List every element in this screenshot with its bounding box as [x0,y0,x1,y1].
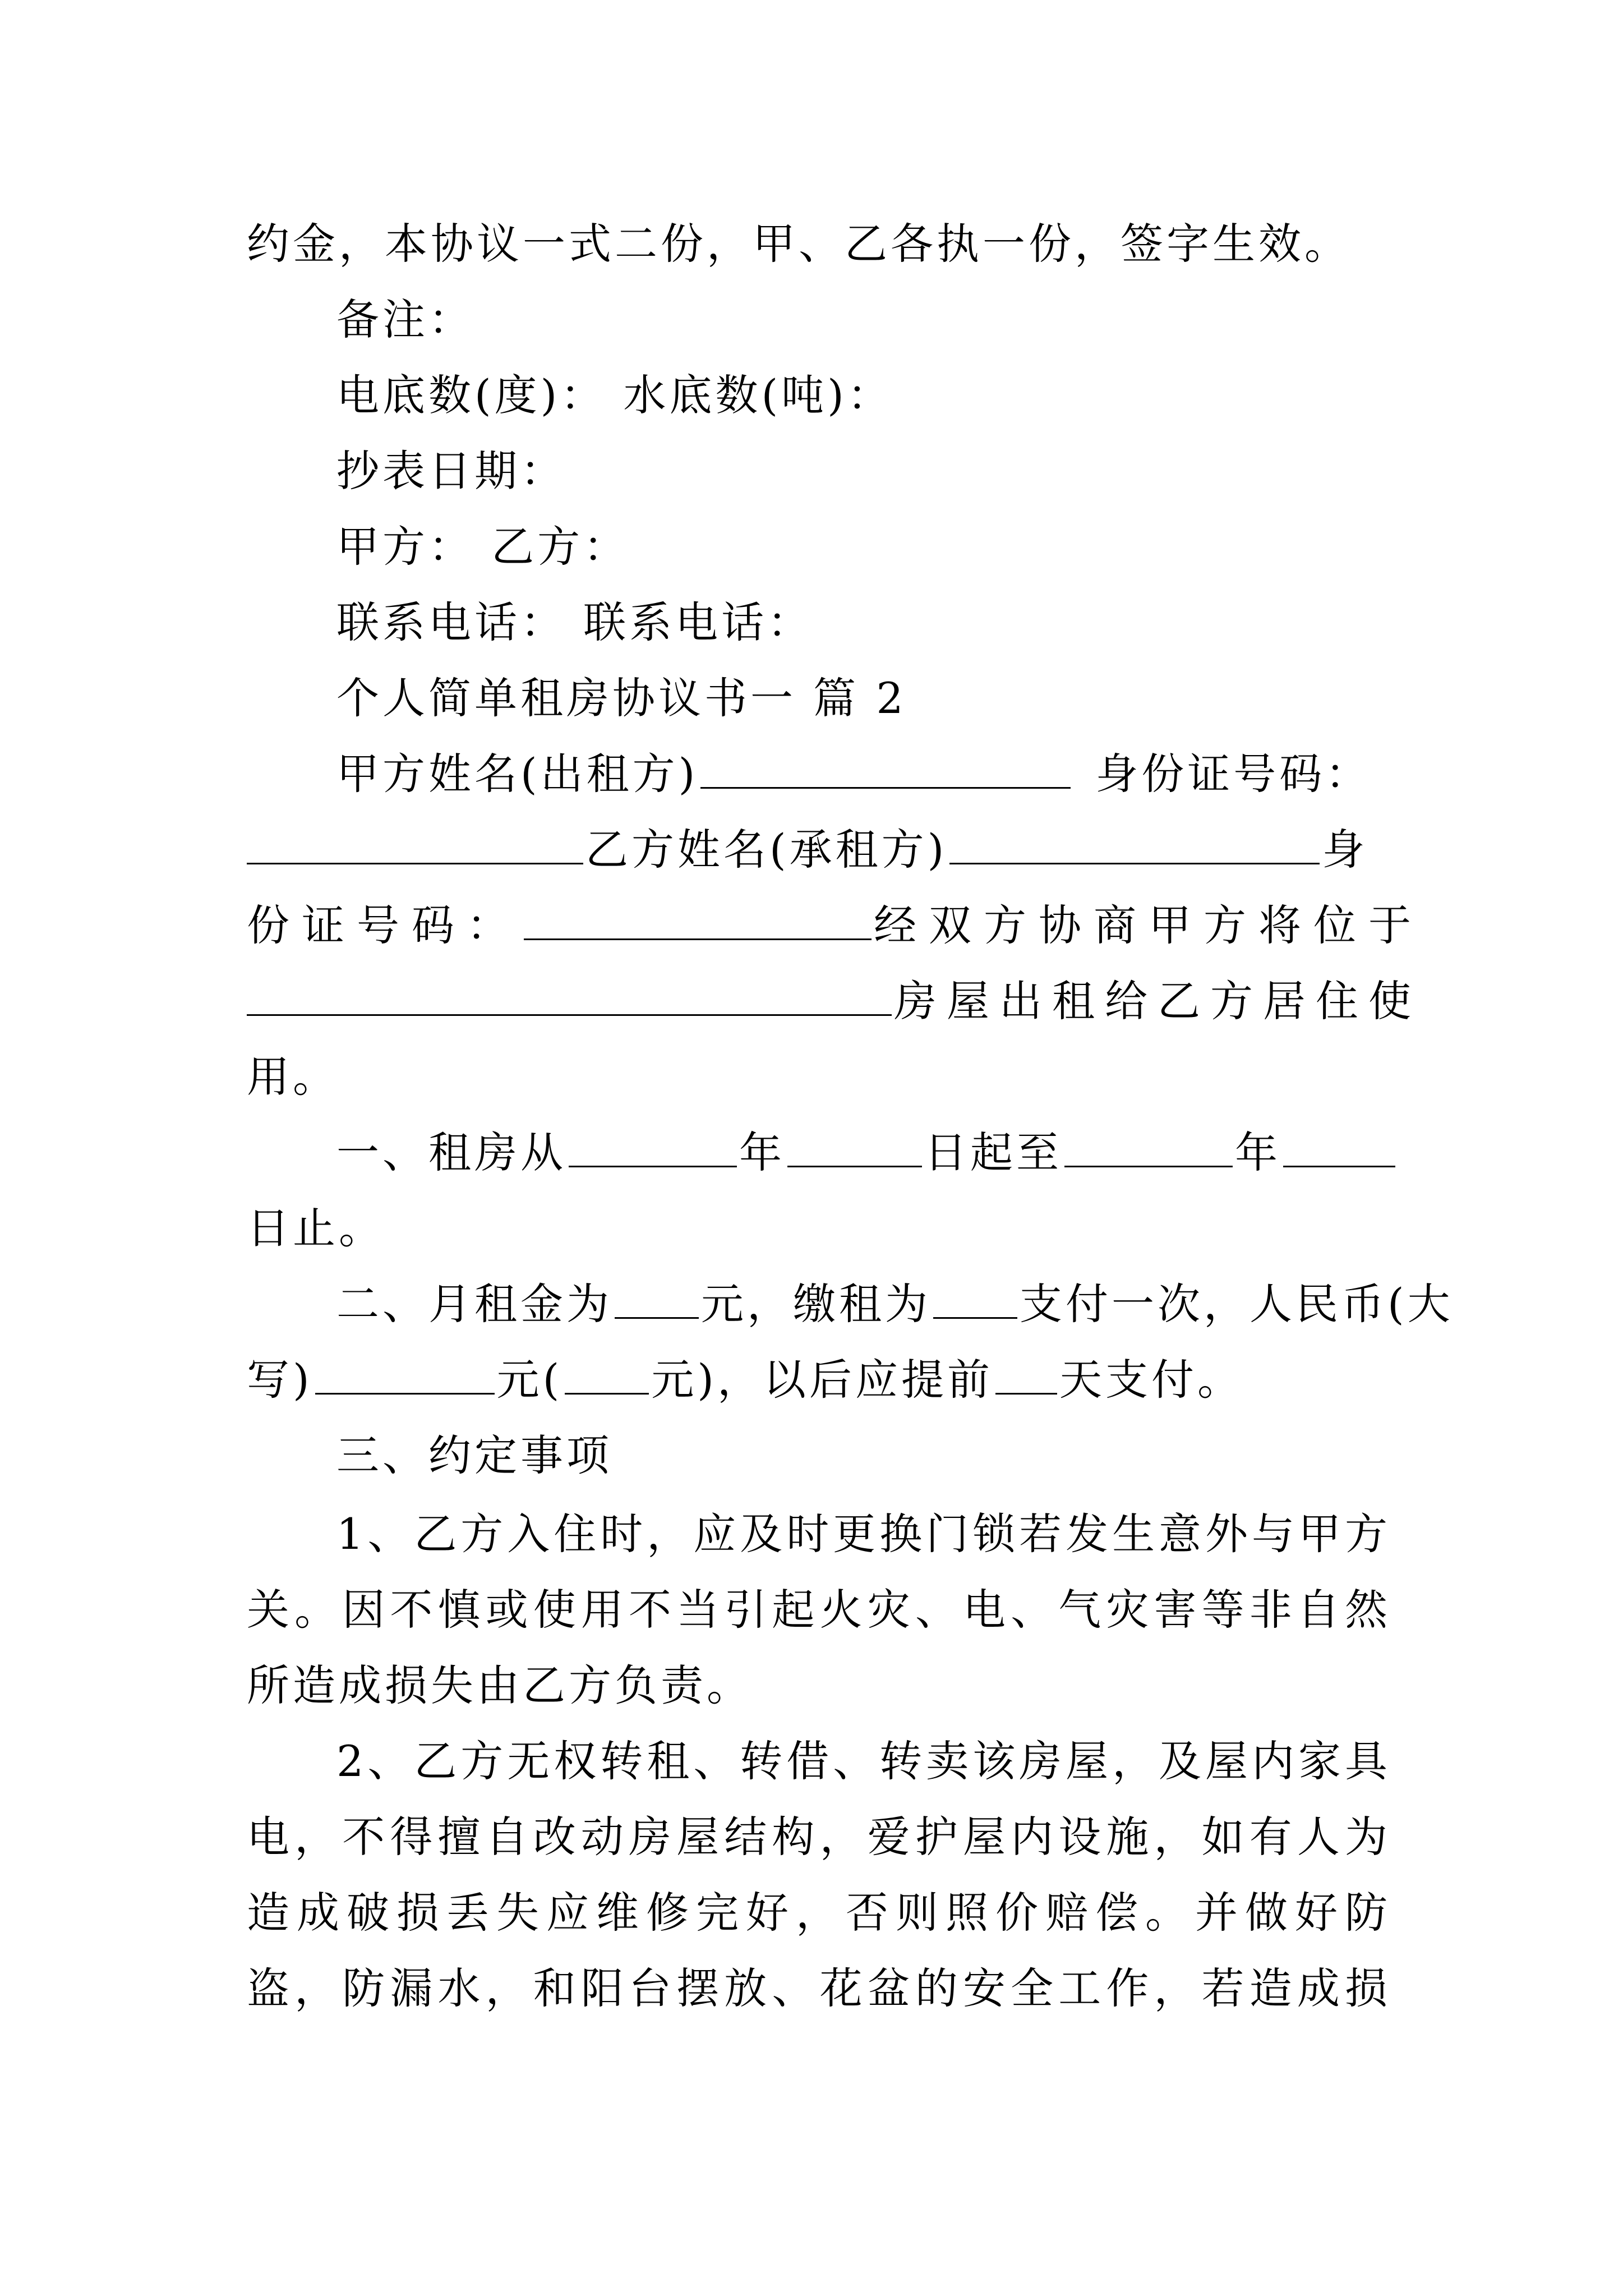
meter-readings-line: 电底数(度)： 水底数(吨)： [336,370,893,420]
clause2-line2 [247,1352,1391,1408]
para1-line4 [247,973,1421,1029]
clause2-days-label: 天支付。 [1059,1355,1243,1405]
clause2-rmb-label: 支付一次，人民币(大 [1020,1279,1454,1329]
landlord-name-blank [700,749,1071,789]
address-blank [247,976,892,1016]
end-day-blank [1283,1128,1395,1167]
tenant-id-blank [524,900,872,940]
para1-line3 [247,898,1423,954]
rental-purpose-text: 房屋出租给乙方居住使 [894,976,1421,1026]
clause1-line2: 日止。 [247,1203,385,1253]
item2-line1: 2、乙方无权转租、转借、转卖该房屋，及屋内家具 [336,1736,1391,1786]
para1-line5: 用。 [247,1052,339,1102]
clause1-year-label-2: 年 [1235,1128,1281,1177]
text-line: 约金，本协议一式二份，甲、乙各执一份，签字生效。 [247,219,1350,269]
tenant-name-blank [949,825,1320,864]
clause2-rent-label: 二、月租金为 [336,1279,612,1329]
end-year-blank [1064,1128,1233,1167]
start-day-blank [787,1128,922,1167]
item2-line2: 电，不得擅自改动房屋结构，爱护屋内设施，如有人为 [247,1812,1391,1862]
item2-line4: 盗，防漏水，和阳台摆放、花盆的安全工作，若造成损 [247,1963,1391,2013]
section-title: 个人简单租房协议书一 篇 2 [336,673,907,723]
clause2-yuan-label: 元( [496,1355,563,1405]
phones-line: 联系电话： 联系电话： [336,597,814,647]
parties-line: 甲方： 乙方： [336,522,630,572]
clause2-advance-label: 元)，以后应提前 [651,1355,993,1405]
location-text: 经双方协商甲方将位于 [874,900,1423,950]
reading-date-line: 抄表日期： [336,446,566,496]
clause1-line1 [336,1125,1391,1181]
clause2-payment-label: 元，缴租为 [701,1279,931,1329]
tenant-id-label: 份证号码： [247,900,522,950]
clause1-to-label: 日起至 [924,1128,1062,1177]
item2-line3: 造成破损丢失应维修完好，否则照价赔偿。并做好防 [247,1888,1391,1938]
item1-line2: 关。因不慎或使用不当引起火灾、电、气灾害等非自然 [247,1585,1391,1635]
note-label: 备注： [336,295,474,344]
monthly-rent-blank [615,1279,699,1319]
para1-line1 [336,746,1391,802]
id-number-label: 身份证号码： [1095,749,1372,799]
landlord-id-blank [247,825,583,864]
advance-days-blank [995,1355,1057,1395]
payment-period-blank [933,1279,1017,1319]
start-year-blank [569,1128,737,1167]
clause1-text: 一、租房从 [336,1128,566,1177]
amount-capital-blank [315,1355,495,1395]
para1-line2 [247,822,1391,878]
tenant-name-label: 乙方姓名(承租方) [585,825,948,875]
item1-line3: 所造成损失由乙方负责。 [247,1660,753,1710]
clause1-year-label: 年 [739,1128,785,1177]
landlord-name-label: 甲方姓名(出租方) [336,749,699,799]
text-fragment: 身 [1322,825,1368,875]
amount-numeric-blank [565,1355,649,1395]
clause2-line1 [336,1276,1454,1332]
clause3-title: 三、约定事项 [336,1430,612,1480]
clause2-capital-label: 写) [247,1355,313,1405]
item1-line1: 1、乙方入住时，应及时更换门锁若发生意外与甲方 [336,1509,1391,1559]
